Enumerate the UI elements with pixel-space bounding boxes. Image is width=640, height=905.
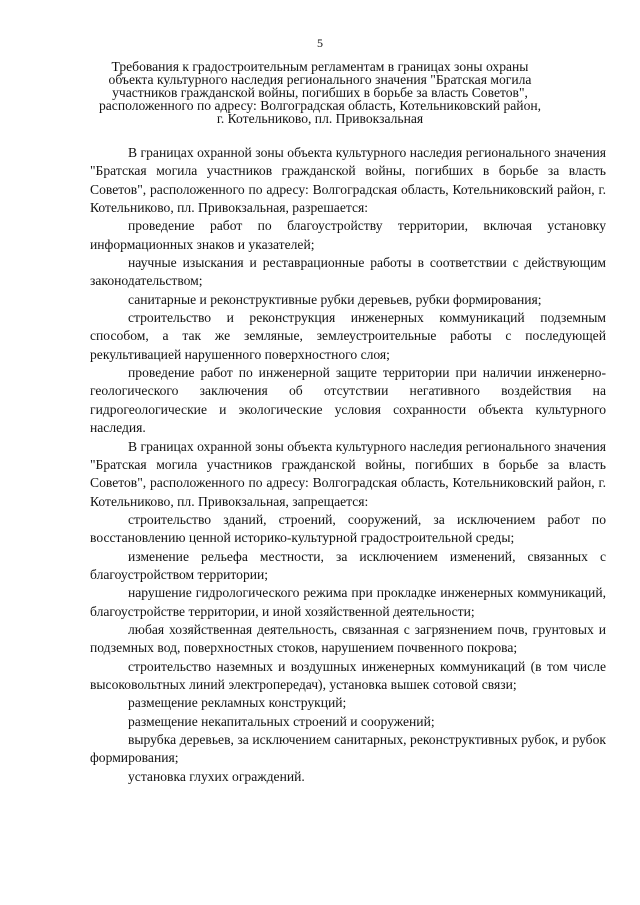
paragraph-permitted-intro: В границах охранной зоны объекта культурного наследия регионального значения "Братская могила участников гражданской войны, погибших в борьбе за власть Советов", расположенного по адресу: Волгоградская область, Котельниковский район, г. Котельниково, пл. Привокзальная, разрешается: xyxy=(90,145,606,216)
title-line: г. Котельниково, пл. Привокзальная xyxy=(216,111,424,126)
title-line: объекта культурного наследия регионального значения "Братская могила xyxy=(108,72,532,87)
list-item-permitted: научные изыскания и реставрационные работы в соответствии с действующим законодательством; xyxy=(90,255,606,289)
title-line: участников гражданской войны, погибших в борьбе за власть Советов", xyxy=(112,85,528,100)
title-line: Требования к градостроительным регламентам в границах зоны охраны xyxy=(111,59,529,74)
list-item-permitted: проведение работ по благоустройству территории, включая установку информационных знаков и указателей; xyxy=(90,218,606,252)
list-item-permitted: санитарные и реконструктивные рубки деревьев, рубки формирования; xyxy=(128,291,542,307)
title-line: расположенного по адресу: Волгоградская область, Котельниковский район, xyxy=(98,98,542,113)
paragraph-prohibited-intro: В границах охранной зоны объекта культурного наследия регионального значения "Братская могила участников гражданской войны, погибших в борьбе за власть Советов", расположенного по адресу: Волгоградская область, Котельниковский район, г. Котельниково, пл. Привокзальная, запрещается: xyxy=(90,438,606,509)
list-item-permitted: строительство и реконструкция инженерных коммуникаций подземным способом, а так же земляные, землеустроительные работы с последующей рекультивацией нарушенного поверхностного слоя; xyxy=(90,310,606,362)
list-item-prohibited: размещение некапитальных строений и сооружений; xyxy=(128,713,435,729)
list-item-prohibited: вырубка деревьев, за исключением санитарных, реконструктивных рубок, и рубок формирования; xyxy=(90,732,606,766)
list-item-prohibited: установка глухих ограждений. xyxy=(128,768,305,784)
document-title xyxy=(95,60,545,125)
list-item-prohibited: строительство зданий, строений, сооружений, за исключением работ по восстановлению ценной историко-культурной градостроительной среды; xyxy=(90,511,606,546)
page-number: 5 xyxy=(317,36,323,50)
list-item-prohibited: любая хозяйственная деятельность, связанная с загрязнением почв, грунтовых и подземных вод, поверхностных стоков, нарушением почвенного покрова; xyxy=(90,621,606,656)
list-item-permitted: проведение работ по инженерной защите территории при наличии инженерно-геологического заключения об отсутствии негативного воздействия на гидрогеологические и экологические условия сохранности объекта культурного наследия. xyxy=(90,365,606,436)
list-item-prohibited: нарушение гидрологического режима при прокладке инженерных коммуникаций, благоустройстве территории, и иной хозяйственной деятельности; xyxy=(90,585,606,619)
list-item-prohibited: размещение рекламных конструкций; xyxy=(128,695,347,711)
list-item-prohibited: изменение рельефа местности, за исключением изменений, связанных с благоустройством территории; xyxy=(90,548,606,582)
list-item-prohibited: строительство наземных и воздушных инженерных коммуникаций (в том числе высоковольтных линий электропередач), установка вышек сотовой связи; xyxy=(90,658,606,692)
document-body xyxy=(90,144,606,786)
